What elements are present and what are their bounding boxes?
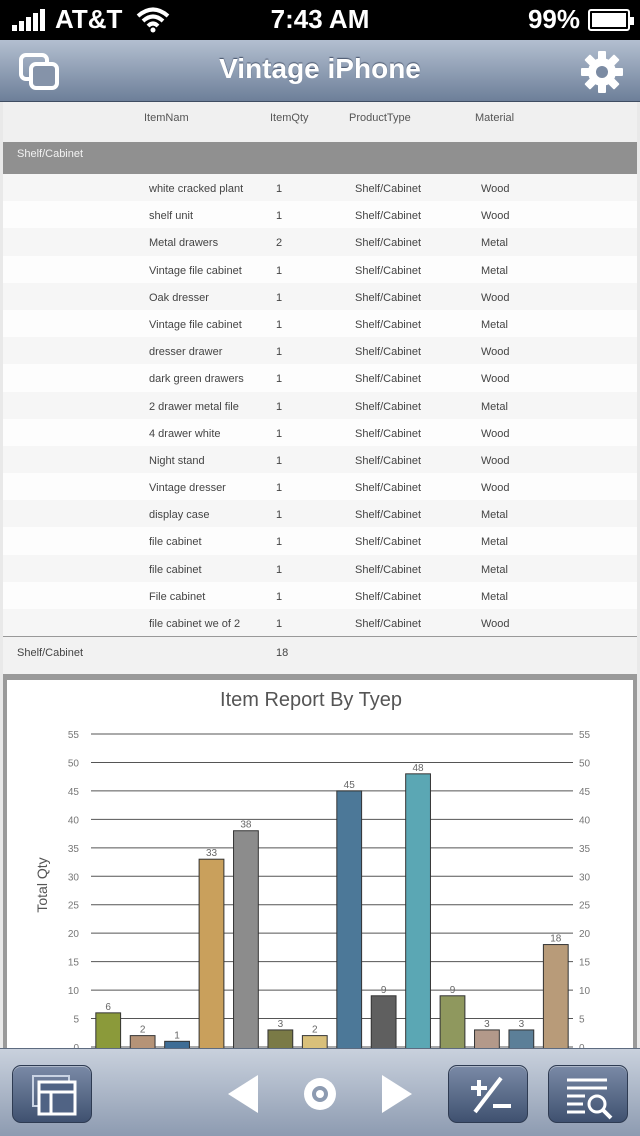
- table-row: [3, 364, 637, 391]
- plus-minus-button[interactable]: [448, 1065, 528, 1123]
- bar-value-label: 3: [484, 1018, 490, 1030]
- status-bar: [0, 0, 640, 40]
- column-header-itemqty: ItemQty: [270, 112, 309, 124]
- cell-material: Wood: [481, 346, 510, 359]
- bar-value-label: 3: [518, 1018, 525, 1030]
- bar: [268, 1030, 293, 1049]
- cell-itemname: Vintage file cabinet: [149, 318, 242, 331]
- cell-itemname: file cabinet we of 2: [149, 618, 241, 630]
- table-row: [3, 392, 637, 419]
- cell-itemname: shelf unit: [149, 210, 194, 223]
- cell-material: Wood: [481, 618, 510, 630]
- table-row: [3, 419, 637, 446]
- bar: [96, 1013, 121, 1049]
- gear-icon[interactable]: [580, 50, 624, 94]
- y-tick-label-left: 40: [67, 815, 79, 827]
- bar: [130, 1036, 155, 1049]
- cell-itemname: Metal drawers: [149, 237, 219, 250]
- table-row: [3, 446, 637, 473]
- bar-value-label: 2: [312, 1024, 318, 1036]
- cell-material: Metal: [481, 590, 508, 603]
- bar: [234, 831, 259, 1049]
- cell-producttype: Shelf/Cabinet: [355, 346, 422, 359]
- y-tick-label-left: 30: [67, 872, 79, 884]
- cell-itemname: Vintage file cabinet: [149, 264, 242, 277]
- cell-itemname: Vintage dresser: [149, 482, 226, 495]
- bar: [509, 1030, 534, 1049]
- search-list-button[interactable]: [548, 1065, 628, 1123]
- cell-itemname: Oak dresser: [149, 291, 209, 304]
- y-tick-label-left: 50: [67, 758, 79, 770]
- table-row: [3, 609, 637, 636]
- cell-producttype: Shelf/Cabinet: [355, 427, 422, 440]
- bar-value-label: 38: [240, 819, 252, 831]
- y-tick-label-left: 55: [67, 730, 79, 741]
- page-title: Vintage iPhone: [219, 53, 421, 84]
- chart-frame: [3, 680, 637, 1048]
- bar-value-label: 3: [277, 1018, 284, 1030]
- cell-itemname: white cracked plant: [149, 183, 244, 195]
- chart-title: Item Report By Tyep: [220, 689, 402, 711]
- column-header-itemname: ItemNam: [144, 112, 189, 124]
- y-tick-label-left: 20: [67, 929, 79, 941]
- bar-value-label: 18: [550, 933, 562, 945]
- table-body: [3, 174, 637, 636]
- bar-chart: [7, 680, 633, 1048]
- battery-percent: 99%: [527, 4, 580, 34]
- cell-material: Metal: [481, 563, 508, 576]
- table-row: [3, 582, 637, 609]
- table-row: [3, 527, 637, 554]
- group-total-row: [3, 636, 637, 674]
- y-tick-label-right: 15: [579, 957, 591, 969]
- record-icon[interactable]: [295, 1067, 345, 1121]
- cell-itemqty: 2: [276, 237, 283, 250]
- cell-itemqty: 1: [276, 590, 283, 603]
- cell-itemqty: 1: [276, 482, 283, 495]
- y-tick-label-left: 25: [67, 900, 79, 912]
- bar-value-label: 33: [205, 848, 218, 860]
- cell-material: Wood: [481, 373, 510, 386]
- table-row: [3, 283, 637, 310]
- y-tick-label-left: 10: [67, 986, 79, 998]
- cell-itemname: 2 drawer metal file: [149, 400, 239, 413]
- bar-value-label: 9: [380, 984, 387, 996]
- cell-material: Wood: [481, 210, 510, 223]
- cell-itemname: Night stand: [149, 454, 205, 467]
- y-tick-label-right: 35: [579, 843, 591, 855]
- cell-itemqty: 1: [276, 318, 283, 331]
- y-tick-label-right: 55: [579, 730, 591, 741]
- cell-material: Wood: [481, 482, 510, 495]
- cell-material: Metal: [481, 318, 508, 331]
- cell-material: Wood: [481, 291, 510, 304]
- bar: [440, 996, 465, 1049]
- y-tick-label-left: 15: [67, 957, 79, 969]
- table-row: [3, 228, 637, 255]
- plus-minus-icon: [449, 1066, 529, 1124]
- cell-itemqty: 1: [276, 454, 283, 467]
- table-row: [3, 201, 637, 228]
- cell-itemqty: 1: [276, 346, 283, 359]
- cell-material: Wood: [481, 183, 510, 195]
- cell-material: Metal: [481, 264, 508, 277]
- cell-itemqty: 1: [276, 509, 283, 522]
- search-list-icon: [549, 1066, 629, 1124]
- cell-producttype: Shelf/Cabinet: [355, 509, 422, 522]
- bar: [406, 774, 431, 1049]
- y-tick-label-right: 10: [579, 986, 591, 998]
- y-tick-label-left: 45: [67, 786, 79, 798]
- bar-value-label: 48: [412, 762, 424, 774]
- cell-producttype: Shelf/Cabinet: [355, 563, 422, 576]
- cell-itemqty: 1: [276, 563, 283, 576]
- group-header: [3, 142, 637, 174]
- bar-value-label: 2: [139, 1024, 146, 1036]
- clock: 7:43 AM: [270, 4, 370, 34]
- battery-icon: [588, 9, 630, 31]
- report-view[interactable]: [3, 102, 637, 1048]
- y-axis-label: Total Qty: [34, 857, 50, 913]
- layout-icon: [13, 1066, 93, 1124]
- table-row: [3, 337, 637, 364]
- bar: [371, 996, 396, 1049]
- cell-itemname: display case: [149, 509, 210, 522]
- cell-producttype: Shelf/Cabinet: [355, 183, 422, 195]
- cell-itemqty: 1: [276, 536, 283, 549]
- y-tick-label-right: 45: [579, 786, 591, 798]
- cell-itemname: File cabinet: [149, 590, 206, 603]
- y-tick-label-left: 35: [67, 843, 79, 855]
- cell-itemqty: 1: [276, 183, 283, 195]
- cell-producttype: Shelf/Cabinet: [355, 590, 422, 603]
- table-row: [3, 473, 637, 500]
- cell-itemname: 4 drawer white: [149, 427, 221, 440]
- total-qty: 18: [276, 647, 289, 659]
- cell-producttype: Shelf/Cabinet: [355, 536, 422, 549]
- bar: [199, 859, 224, 1049]
- cell-itemqty: 1: [276, 618, 283, 630]
- bar-value-label: 9: [449, 984, 456, 996]
- column-header-material: Material: [475, 112, 515, 124]
- battery-status: [528, 4, 630, 35]
- bar: [302, 1036, 327, 1049]
- bottom-toolbar: [0, 1048, 640, 1136]
- cell-itemname: file cabinet: [149, 536, 202, 549]
- cell-itemqty: 1: [276, 373, 283, 386]
- group-label: Shelf/Cabinet: [17, 148, 84, 160]
- cell-itemname: dresser drawer: [149, 346, 223, 359]
- navigation-bar: [0, 40, 640, 102]
- layout-button[interactable]: [12, 1065, 92, 1123]
- cell-producttype: Shelf/Cabinet: [355, 400, 422, 413]
- cell-producttype: Shelf/Cabinet: [355, 291, 422, 304]
- total-label: Shelf/Cabinet: [17, 647, 84, 659]
- cell-producttype: Shelf/Cabinet: [355, 264, 422, 277]
- column-header-producttype: ProductType: [349, 112, 411, 124]
- cell-material: Metal: [481, 237, 508, 250]
- cell-itemqty: 1: [276, 291, 283, 304]
- cell-producttype: Shelf/Cabinet: [355, 237, 422, 250]
- y-tick-label-right: 5: [579, 1014, 585, 1026]
- cell-producttype: Shelf/Cabinet: [355, 454, 422, 467]
- table-row: [3, 310, 637, 337]
- cell-itemqty: 1: [276, 210, 283, 223]
- cell-itemqty: 1: [276, 264, 283, 277]
- cell-producttype: Shelf/Cabinet: [355, 482, 422, 495]
- cell-itemname: dark green drawers: [149, 373, 244, 386]
- cell-itemname: file cabinet: [149, 563, 202, 576]
- y-tick-label-left: 5: [73, 1014, 79, 1026]
- y-tick-label-right: 40: [579, 815, 591, 827]
- prev-arrow-icon[interactable]: [218, 1067, 268, 1121]
- table-row: [3, 174, 637, 201]
- cell-material: Metal: [481, 400, 508, 413]
- cell-material: Metal: [481, 536, 508, 549]
- y-tick-label-right: 30: [579, 872, 591, 884]
- cell-producttype: Shelf/Cabinet: [355, 618, 422, 630]
- y-tick-label-right: 20: [579, 929, 591, 941]
- table-row: [3, 555, 637, 582]
- bar-value-label: 6: [105, 1001, 111, 1013]
- cell-material: Wood: [481, 454, 510, 467]
- y-tick-label-right: 50: [579, 758, 591, 770]
- bar-value-label: 45: [343, 779, 355, 791]
- carrier-label: AT&T: [55, 4, 123, 34]
- table-row: [3, 500, 637, 527]
- cell-producttype: Shelf/Cabinet: [355, 318, 422, 331]
- next-arrow-icon[interactable]: [372, 1067, 422, 1121]
- cell-itemqty: 1: [276, 400, 283, 413]
- cell-material: Metal: [481, 509, 508, 522]
- bar: [475, 1030, 500, 1049]
- cell-producttype: Shelf/Cabinet: [355, 373, 422, 386]
- cell-material: Wood: [481, 427, 510, 440]
- bar: [337, 791, 362, 1049]
- y-tick-label-right: 25: [579, 900, 591, 912]
- bar: [543, 945, 568, 1049]
- table-row: [3, 256, 637, 283]
- cell-producttype: Shelf/Cabinet: [355, 210, 422, 223]
- bar-value-label: 1: [174, 1030, 180, 1042]
- table-header: [3, 102, 637, 142]
- cell-itemqty: 1: [276, 427, 283, 440]
